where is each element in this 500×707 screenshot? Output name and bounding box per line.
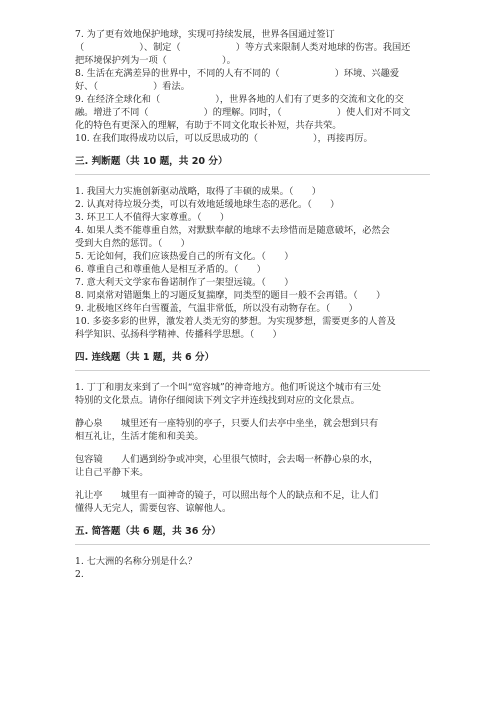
tf-item: 6. 尊重自己和尊重他人是相互矛盾的。（ ） [75,264,266,275]
section-4-heading: 四. 连线题（共 1 题，共 6 分） [75,352,215,363]
matching-intro-line-2: 特别的文化景点。请你仔细阅读下列文字并连线找到对应的文化景点。 [75,395,360,406]
tf-item: 7. 意大利天文学家布鲁诺制作了一架望远镜。（ ） [75,277,294,288]
exam-page [75,28,430,581]
matching-entry-2-line-1: 包容镜 人们遇到纷争或冲突，心里很气愤时，会去喝一杯静心泉的水， [75,454,379,465]
section-3-heading: 三. 判断题（共 10 题，共 20 分） [75,156,228,167]
matching-entry-2-line-2: 让自己平静下来。 [75,467,149,478]
tf-item: 4. 如果人类不能尊重自然，对默默奉献的地球不去珍惜而是随意破坏，必然会 [75,225,390,236]
section-5-divider [75,544,430,545]
short-answer-block [75,555,430,581]
tf-item: 9. 北极地区终年白雪覆盖，气温非常低，所以没有动物存在。（ ） [75,303,358,314]
tf-item: 受到大自然的惩罚。（ ） [75,238,190,249]
matching-entry-1-line-2: 相互礼让，生活才能和和美美。 [75,431,204,442]
question-9-line-3: 化的特色有更深入的理解，有助于不同文化取长补短，共存共荣。 [75,120,342,131]
tf-item: 科学知识、弘扬科学精神、传播科学思想。（ ） [75,329,282,340]
short-answer-q2: 2. [75,569,84,580]
tf-item: 5. 无论如何，我们应该热爱自己的所有文化。（ ） [75,251,294,262]
question-8-line-2: 好、（ ）看法。 [75,81,190,92]
matching-entry-3-line-2: 懂得人无完人，需要包容、谅解他人。 [75,503,232,514]
matching-block [75,381,430,515]
tf-item: 3. 环卫工人不值得大家尊重。（ ） [75,212,230,223]
tf-item: 2. 认真对待垃圾分类，可以有效地延缓地球生态的恶化。（ ） [75,199,340,210]
question-7-line-1: 7. 为了更有效地保护地球，实现可持续发展，世界各国通过签订 [75,29,335,40]
section-3-divider [75,174,430,175]
question-8-line-1: 8. 生活在充满差异的世界中，不同的人有不同的（ ）环境、兴趣爱 [75,68,400,79]
tf-item: 8. 同桌常对错题集上的习题反复揣摩，同类型的题目一般不会再错。（ ） [75,290,386,301]
fill-in-block [75,28,430,145]
section-4-divider [75,370,430,371]
matching-entry-1-line-1: 静心泉 城里还有一座特别的亭子，只要人们去亭中坐坐，就会想到只有 [75,418,379,429]
question-7-line-2: （ ）、制定（ ）等方式来限制人类对地球的伤害。我国还 [75,42,411,53]
tf-item: 10. 多姿多彩的世界，激发着人类无穷的梦想。为实现梦想，需要更多的人普及 [75,316,396,327]
true-false-block [75,185,430,341]
question-10: 10. 在我们取得成功以后，可以反思成功的（ ），再接再厉。 [75,133,373,144]
matching-intro-line-1: 1. 丁丁和朋友来到了一个叫“宽容城”的神奇地方。他们听说这个城市有三处 [75,382,381,393]
matching-entry-3-line-1: 礼让亭 城里有一面神奇的镜子，可以照出每个人的缺点和不足，让人们 [75,490,379,501]
tf-item: 1. 我国大力实施创新驱动战略，取得了丰硕的成果。（ ） [75,186,321,197]
short-answer-q1: 1. 七大洲的名称分别是什么？ [75,556,197,567]
question-9-line-1: 9. 在经济全球化和（ ），世界各地的人们有了更多的交流和文化的交 [75,94,404,105]
question-7-line-3: 把环境保护列为一项（ ）。 [75,55,236,66]
question-9-line-2: 融。增进了不同（ ）的理解。同时，（ ）使人们对不同文 [75,107,411,118]
section-5-heading: 五. 简答题（共 6 题，共 36 分） [75,526,221,537]
